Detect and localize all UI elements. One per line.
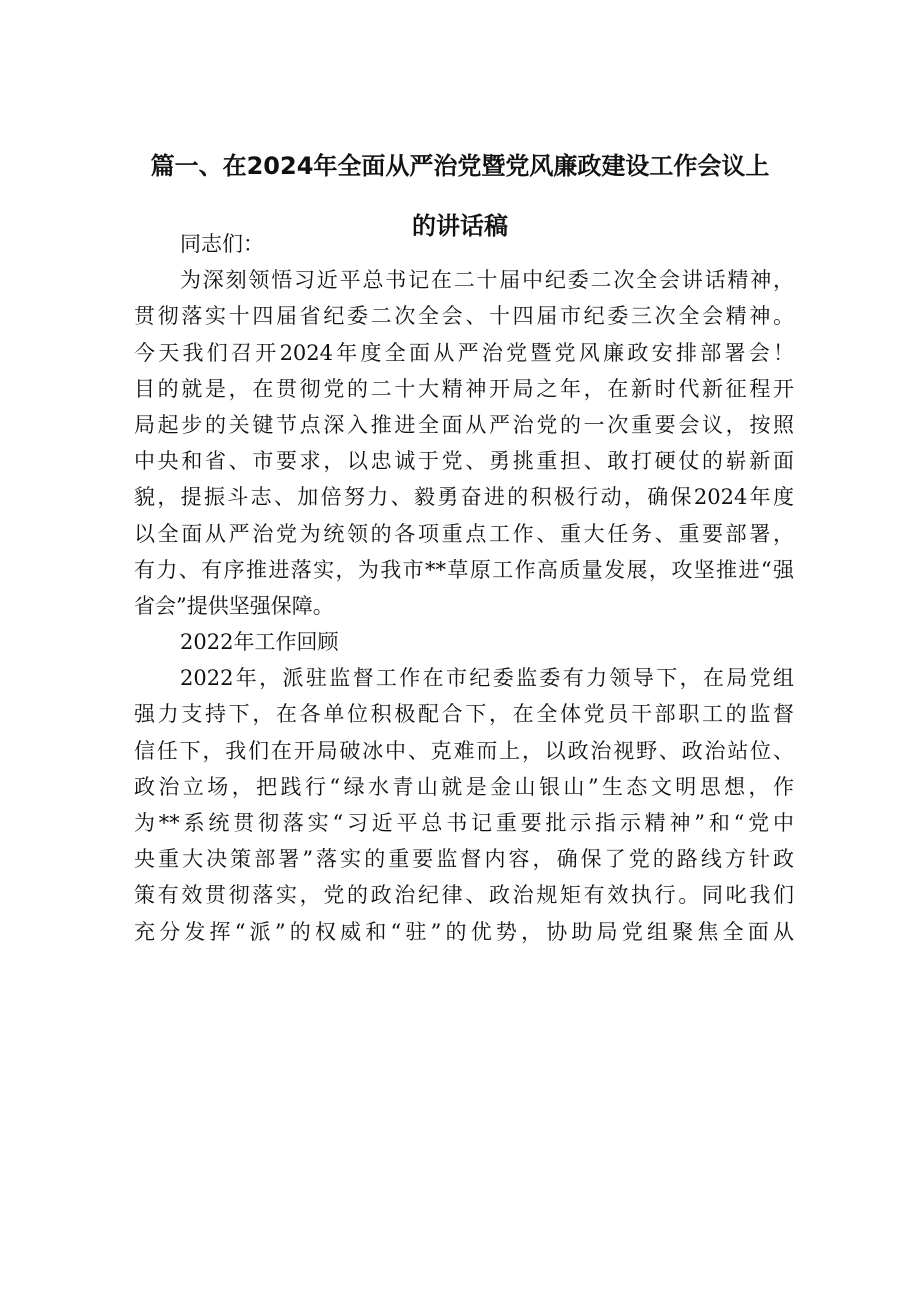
salutation: 同志们： [180,232,264,256]
paragraph-line: 以全面从严治党为统领的各项重点工作、重大任务、重要部署， [134,521,794,546]
paragraph-line: 信任下，我们在开局破冰中、克难而上，以政治视野、政治站位、 [134,738,794,763]
paragraph-line: 央重大决策部署”落实的重要监督内容，确保了党的路线方针政 [134,847,794,872]
paragraph-line: 目的就是，在贯彻党的二十大精神开局之年，在新时代新征程开 [134,376,794,401]
paragraph-line: 强力支持下，在各单位积极配合下，在全体党员干部职工的监督 [134,702,794,727]
document-title-line-2: 的讲话稿 [412,212,508,240]
paragraph-1 [134,262,794,624]
paragraph-line: 贯彻落实十四届省纪委二次全会、十四届市纪委三次全会精神。 [134,304,794,329]
document-title-line-1: 篇一、在2024年全面从严治党暨党风廉政建设工作会议上 [150,152,770,180]
paragraph-line: 今天我们召开2024年度全面从严治党暨党风廉政安排部署会！ [134,340,794,365]
section-heading: 2022年工作回顾 [180,630,339,655]
paragraph-line: 策有效贯彻落实，党的政治纪律、政治规矩有效执行。同叱我们 [134,883,794,908]
paragraph-line: 充分发挥“派”的权威和“驻”的优势，协助局党组聚焦全面从 [134,919,794,944]
paragraph-line: 貌，提振斗志、加倍努力、毅勇奋进的积极行动，确保2024年度 [134,485,794,510]
paragraph-line: 政治立场，把践行“绿水青山就是金山银山”生态文明思想，作 [134,774,794,799]
paragraph-line: 2022年，派驻监督工作在市纪委监委有力领导下，在局党组 [180,666,794,691]
paragraph-line: 中央和省、市要求，以忠诚于党、勇挑重担、敢打硬仗的崭新面 [134,449,794,474]
paragraph-line: 为深刻领悟习近平总书记在二十届中纪委二次全会讲话精神， [180,268,794,293]
document-body [134,226,794,950]
paragraph-2 [134,660,794,950]
paragraph-line: 局起步的关键节点深入推进全面从严治党的一次重要会议，按照 [134,412,794,437]
paragraph-line: 省会”提供坚强保障。 [134,593,334,618]
paragraph-line: 为**系统贯彻落实“习近平总书记重要批示指示精神”和“党中 [134,811,794,835]
paragraph-line: 有力、有序推进落实，为我市**草原工作高质量发展，攻坚推进“强 [134,557,794,582]
